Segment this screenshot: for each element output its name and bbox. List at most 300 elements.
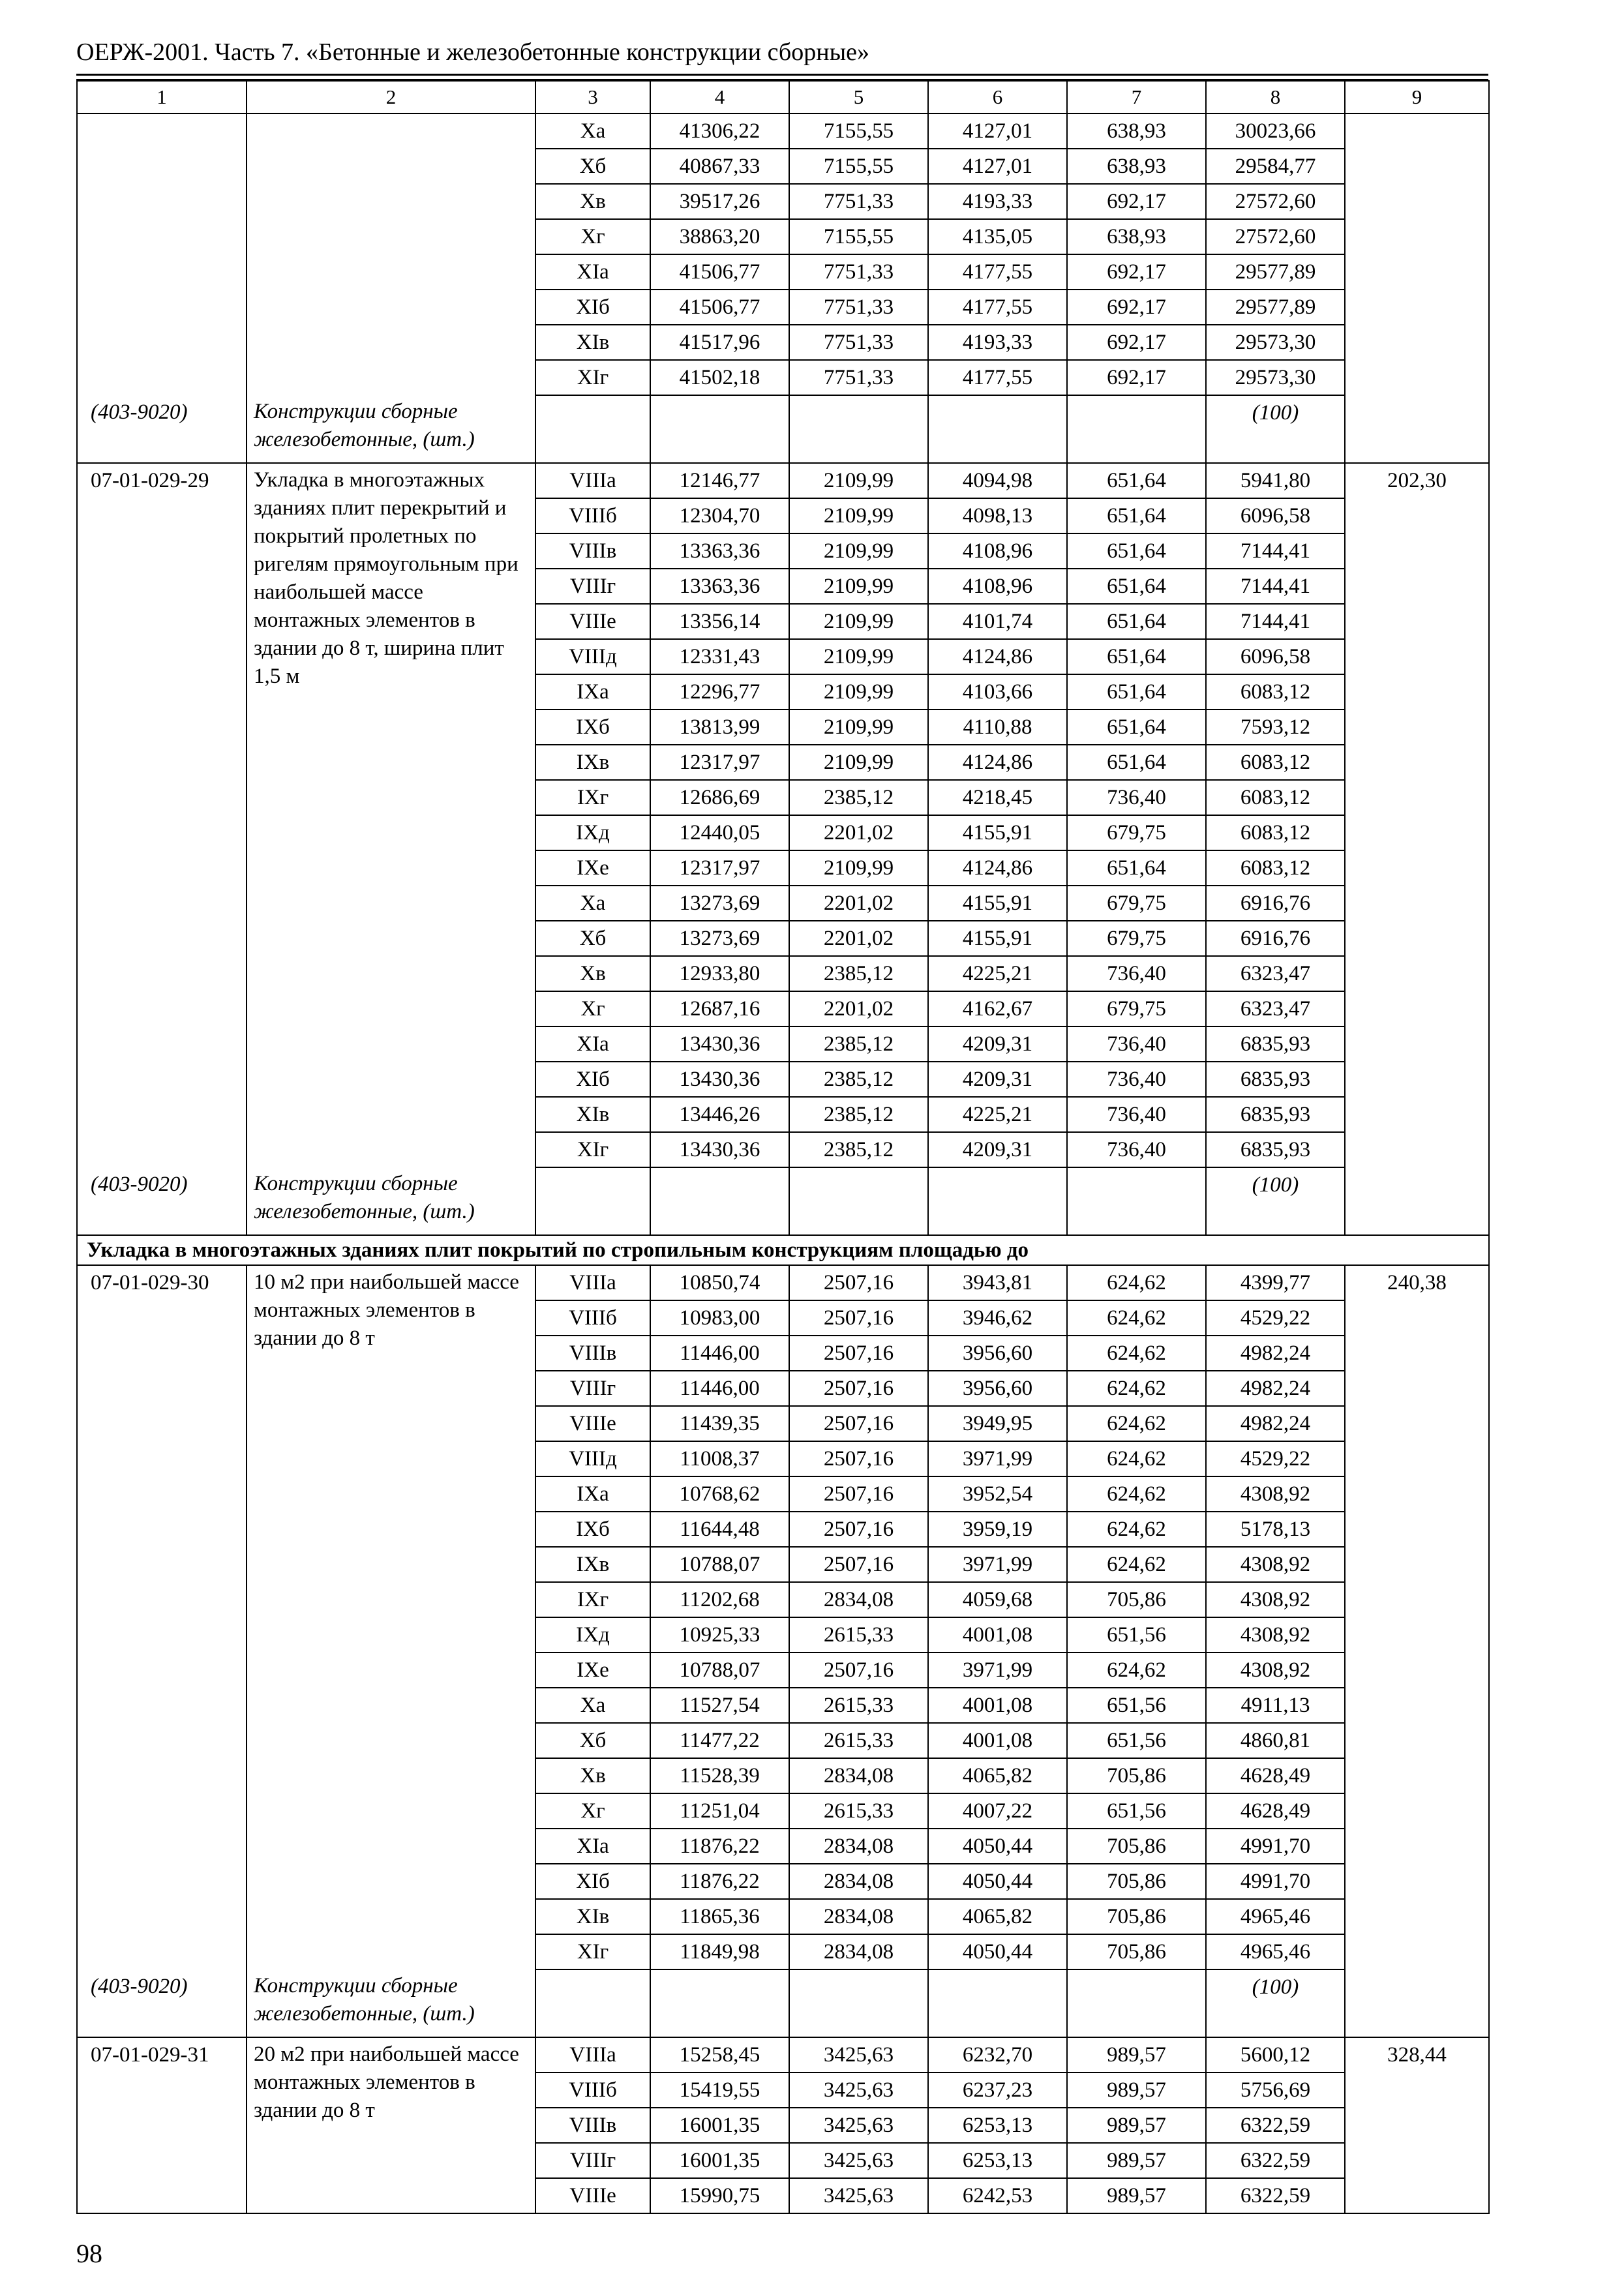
machine-cost: 4108,96 <box>928 533 1067 569</box>
driver-wages: 651,56 <box>1067 1617 1206 1653</box>
driver-wages: 736,40 <box>1067 780 1206 815</box>
work-description <box>247 780 535 815</box>
column-header-6: 6 <box>928 81 1067 113</box>
total-cost: 11865,36 <box>650 1899 789 1934</box>
rate-code <box>77 745 247 780</box>
work-description <box>247 956 535 991</box>
zone: VIIIa <box>535 463 650 498</box>
driver-wages: 705,86 <box>1067 1829 1206 1864</box>
total-cost: 13446,26 <box>650 1097 789 1132</box>
zone: VIIIб <box>535 2072 650 2108</box>
driver-wages: 624,62 <box>1067 1476 1206 1512</box>
labor <box>1345 1653 1489 1688</box>
materials: 7144,41 <box>1206 533 1345 569</box>
zone: VIIIв <box>535 533 650 569</box>
zone: VIIIб <box>535 1300 650 1336</box>
work-description <box>247 1864 535 1899</box>
wages: 7751,33 <box>789 325 928 360</box>
work-description <box>247 2178 535 2213</box>
machine-cost: 3946,62 <box>928 1300 1067 1336</box>
total-cost: 15419,55 <box>650 2072 789 2108</box>
materials: 6835,93 <box>1206 1026 1345 1062</box>
resource-name: Конструкции сборные железобетонные, (шт.) <box>254 1974 475 2026</box>
wages: 3425,63 <box>789 2143 928 2178</box>
wages: 2507,16 <box>789 1265 928 1300</box>
labor <box>1345 850 1489 886</box>
rate-code <box>77 1688 247 1723</box>
wages: 2385,12 <box>789 1097 928 1132</box>
work-description <box>247 886 535 921</box>
zone: VIIIб <box>535 498 650 533</box>
empty-cell <box>1067 1167 1206 1235</box>
table-row <box>77 184 1489 219</box>
zone: IXб <box>535 710 650 745</box>
driver-wages: 651,64 <box>1067 569 1206 604</box>
materials: 4982,24 <box>1206 1371 1345 1406</box>
labor <box>1345 533 1489 569</box>
driver-wages: 692,17 <box>1067 184 1206 219</box>
materials: 6083,12 <box>1206 780 1345 815</box>
rate-code <box>77 1864 247 1899</box>
labor <box>1345 2143 1489 2178</box>
total-cost: 13363,36 <box>650 569 789 604</box>
driver-wages: 705,86 <box>1067 1582 1206 1617</box>
empty-cell <box>928 1167 1067 1235</box>
wages: 2507,16 <box>789 1512 928 1547</box>
table-row <box>77 2178 1489 2213</box>
table-row <box>77 780 1489 815</box>
labor <box>1345 1406 1489 1441</box>
driver-wages: 692,17 <box>1067 360 1206 395</box>
table-row <box>77 219 1489 254</box>
driver-wages: 624,62 <box>1067 1512 1206 1547</box>
total-cost: 13430,36 <box>650 1026 789 1062</box>
work-description <box>247 325 535 360</box>
table-row <box>77 1653 1489 1688</box>
zone: XIб <box>535 1062 650 1097</box>
wages: 2507,16 <box>789 1441 928 1476</box>
table-row <box>77 1132 1489 1167</box>
driver-wages: 679,75 <box>1067 921 1206 956</box>
labor <box>1345 1758 1489 1793</box>
labor <box>1345 498 1489 533</box>
machine-cost: 3949,95 <box>928 1406 1067 1441</box>
work-description <box>247 1723 535 1758</box>
machine-cost: 4155,91 <box>928 815 1067 850</box>
total-cost: 12933,80 <box>650 956 789 991</box>
machine-cost: 3943,81 <box>928 1265 1067 1300</box>
driver-wages: 705,86 <box>1067 1758 1206 1793</box>
work-description <box>247 1582 535 1617</box>
total-cost: 13363,36 <box>650 533 789 569</box>
labor <box>1345 1026 1489 1062</box>
column-header-1: 1 <box>77 81 247 113</box>
wages: 2834,08 <box>789 1899 928 1934</box>
work-description <box>247 921 535 956</box>
driver-wages: 638,93 <box>1067 219 1206 254</box>
table-row <box>77 815 1489 850</box>
machine-cost: 4162,67 <box>928 991 1067 1026</box>
empty-cell <box>650 1167 789 1235</box>
zone: IXд <box>535 815 650 850</box>
table-row <box>77 1547 1489 1582</box>
labor <box>1345 1864 1489 1899</box>
total-cost: 41506,77 <box>650 254 789 290</box>
total-cost: 41506,77 <box>650 290 789 325</box>
driver-wages: 651,64 <box>1067 463 1206 498</box>
zone: IXб <box>535 1512 650 1547</box>
labor <box>1345 710 1489 745</box>
total-cost: 11528,39 <box>650 1758 789 1793</box>
labor <box>1345 1688 1489 1723</box>
materials: 6083,12 <box>1206 850 1345 886</box>
machine-cost: 3959,19 <box>928 1512 1067 1547</box>
zone: Xa <box>535 1688 650 1723</box>
machine-cost: 4065,82 <box>928 1758 1067 1793</box>
total-cost: 11644,48 <box>650 1512 789 1547</box>
column-header-8: 8 <box>1206 81 1345 113</box>
machine-cost: 6253,13 <box>928 2143 1067 2178</box>
driver-wages: 624,62 <box>1067 1653 1206 1688</box>
driver-wages: 624,62 <box>1067 1265 1206 1300</box>
rate-code <box>77 219 247 254</box>
total-cost: 16001,35 <box>650 2143 789 2178</box>
rate-code <box>77 1899 247 1934</box>
total-cost: 13430,36 <box>650 1062 789 1097</box>
machine-cost: 4124,86 <box>928 850 1067 886</box>
total-cost: 40867,33 <box>650 149 789 184</box>
empty-cell <box>535 1167 650 1235</box>
wages: 2615,33 <box>789 1793 928 1829</box>
empty-cell <box>789 1167 928 1235</box>
driver-wages: 736,40 <box>1067 1097 1206 1132</box>
table-row <box>77 1441 1489 1476</box>
materials: 7144,41 <box>1206 569 1345 604</box>
materials: 6083,12 <box>1206 745 1345 780</box>
table-row <box>77 886 1489 921</box>
rate-code <box>77 639 247 674</box>
wages: 2385,12 <box>789 1026 928 1062</box>
machine-cost: 4135,05 <box>928 219 1067 254</box>
zone: IXг <box>535 1582 650 1617</box>
machine-cost: 6242,53 <box>928 2178 1067 2213</box>
wages: 2201,02 <box>789 991 928 1026</box>
work-description <box>247 1899 535 1934</box>
labor <box>1345 604 1489 639</box>
work-description <box>247 1688 535 1723</box>
price-table <box>76 80 1490 2214</box>
driver-wages: 989,57 <box>1067 2178 1206 2213</box>
labor <box>1345 254 1489 290</box>
driver-wages: 705,86 <box>1067 1864 1206 1899</box>
materials: 4991,70 <box>1206 1864 1345 1899</box>
table-row <box>77 956 1489 991</box>
labor <box>1345 1371 1489 1406</box>
empty-cell <box>789 395 928 463</box>
machine-cost: 4218,45 <box>928 780 1067 815</box>
driver-wages: 736,40 <box>1067 1026 1206 1062</box>
rate-code <box>77 1934 247 1969</box>
zone: Xa <box>535 113 650 149</box>
materials: 29573,30 <box>1206 325 1345 360</box>
work-description <box>247 1026 535 1062</box>
total-cost: 12440,05 <box>650 815 789 850</box>
total-cost: 12686,69 <box>650 780 789 815</box>
machine-cost: 4209,31 <box>928 1132 1067 1167</box>
machine-cost: 3971,99 <box>928 1653 1067 1688</box>
table-row <box>77 1934 1489 1969</box>
machine-cost: 4059,68 <box>928 1582 1067 1617</box>
wages: 7751,33 <box>789 254 928 290</box>
work-description <box>247 1512 535 1547</box>
table-row <box>77 254 1489 290</box>
zone: IXa <box>535 1476 650 1512</box>
rate-code <box>77 1723 247 1758</box>
driver-wages: 638,93 <box>1067 113 1206 149</box>
wages: 3425,63 <box>789 2108 928 2143</box>
labor <box>1345 2108 1489 2143</box>
work-description <box>247 1829 535 1864</box>
materials: 29573,30 <box>1206 360 1345 395</box>
total-cost: 11527,54 <box>650 1688 789 1723</box>
table-row <box>77 1265 1489 1300</box>
wages: 2109,99 <box>789 850 928 886</box>
rate-code <box>77 1336 247 1371</box>
zone: VIIIг <box>535 1371 650 1406</box>
empty-cell <box>928 1969 1067 2037</box>
work-description <box>247 1476 535 1512</box>
labor <box>1345 1441 1489 1476</box>
materials: 5600,12 <box>1206 2037 1345 2072</box>
work-description <box>247 850 535 886</box>
work-description-text: Укладка в многоэтажных зданиях плит перекрытий и покрытий пролетных по ригелям прямоугольным при наибольшей массе монтажных элементов в здании до 8 т, ширина плит 1,5 м <box>254 468 519 688</box>
table-row <box>77 710 1489 745</box>
materials: 6835,93 <box>1206 1062 1345 1097</box>
wages: 2201,02 <box>789 921 928 956</box>
wages: 2834,08 <box>789 1934 928 1969</box>
materials: 6916,76 <box>1206 886 1345 921</box>
wages: 7751,33 <box>789 184 928 219</box>
rate-code <box>77 1512 247 1547</box>
wages: 2615,33 <box>789 1723 928 1758</box>
rate-code <box>77 886 247 921</box>
work-description <box>247 745 535 780</box>
total-cost: 11008,37 <box>650 1441 789 1476</box>
zone: Xб <box>535 1723 650 1758</box>
materials: 6083,12 <box>1206 815 1345 850</box>
materials: 4529,22 <box>1206 1441 1345 1476</box>
total-cost: 11876,22 <box>650 1829 789 1864</box>
rate-code <box>77 498 247 533</box>
total-cost: 12304,70 <box>650 498 789 533</box>
table-row <box>77 463 1489 498</box>
labor <box>1345 569 1489 604</box>
wages: 2385,12 <box>789 780 928 815</box>
table-row <box>77 745 1489 780</box>
materials: 4991,70 <box>1206 1829 1345 1864</box>
wages: 2385,12 <box>789 1062 928 1097</box>
total-cost: 15258,45 <box>650 2037 789 2072</box>
rate-code <box>77 149 247 184</box>
wages: 3425,63 <box>789 2178 928 2213</box>
rate-code <box>77 1617 247 1653</box>
resource-qty: (100) <box>1206 1167 1345 1235</box>
rate-code <box>77 710 247 745</box>
zone: Xг <box>535 991 650 1026</box>
empty-cell <box>1067 395 1206 463</box>
wages: 2507,16 <box>789 1300 928 1336</box>
resource-row <box>77 395 1489 463</box>
materials: 4399,77 <box>1206 1265 1345 1300</box>
zone: Xг <box>535 1793 650 1829</box>
wages: 2507,16 <box>789 1336 928 1371</box>
total-cost: 11446,00 <box>650 1336 789 1371</box>
resource-name-cell <box>247 1167 535 1235</box>
rate-code <box>77 1441 247 1476</box>
work-description <box>247 2143 535 2178</box>
table-row <box>77 1371 1489 1406</box>
materials: 5941,80 <box>1206 463 1345 498</box>
table-row <box>77 1582 1489 1617</box>
driver-wages: 679,75 <box>1067 886 1206 921</box>
driver-wages: 651,56 <box>1067 1688 1206 1723</box>
resource-name-cell <box>247 395 535 463</box>
wages: 3425,63 <box>789 2072 928 2108</box>
materials: 4628,49 <box>1206 1758 1345 1793</box>
driver-wages: 651,64 <box>1067 674 1206 710</box>
total-cost: 10768,62 <box>650 1476 789 1512</box>
materials: 7593,12 <box>1206 710 1345 745</box>
materials: 6096,58 <box>1206 498 1345 533</box>
wages: 2109,99 <box>789 569 928 604</box>
wages: 2507,16 <box>789 1406 928 1441</box>
resource-name-cell <box>247 1969 535 2037</box>
driver-wages: 651,64 <box>1067 604 1206 639</box>
machine-cost: 4050,44 <box>928 1864 1067 1899</box>
column-header-5: 5 <box>789 81 928 113</box>
zone: Xг <box>535 219 650 254</box>
total-cost: 11849,98 <box>650 1934 789 1969</box>
zone: Xб <box>535 149 650 184</box>
labor <box>1345 360 1489 395</box>
wages: 2615,33 <box>789 1617 928 1653</box>
page-header: ОЕРЖ-2001. Часть 7. «Бетонные и железобетонные конструкции сборные» <box>76 38 869 66</box>
materials: 6323,47 <box>1206 956 1345 991</box>
rate-code <box>77 290 247 325</box>
table-row <box>77 1512 1489 1547</box>
total-cost: 16001,35 <box>650 2108 789 2143</box>
labor <box>1345 1793 1489 1829</box>
driver-wages: 705,86 <box>1067 1934 1206 1969</box>
total-cost: 12317,97 <box>650 745 789 780</box>
total-cost: 13430,36 <box>650 1132 789 1167</box>
total-cost: 10850,74 <box>650 1265 789 1300</box>
machine-cost: 6232,70 <box>928 2037 1067 2072</box>
empty-cell <box>1345 1969 1489 2037</box>
rate-code <box>77 2178 247 2213</box>
materials: 4308,92 <box>1206 1547 1345 1582</box>
materials: 27572,60 <box>1206 184 1345 219</box>
materials: 4965,46 <box>1206 1934 1345 1969</box>
total-cost: 11876,22 <box>650 1864 789 1899</box>
materials: 4965,46 <box>1206 1899 1345 1934</box>
driver-wages: 651,64 <box>1067 710 1206 745</box>
total-cost: 10925,33 <box>650 1617 789 1653</box>
labor <box>1345 1512 1489 1547</box>
materials: 4982,24 <box>1206 1406 1345 1441</box>
zone: XIв <box>535 1899 650 1934</box>
labor <box>1345 956 1489 991</box>
wages: 2109,99 <box>789 533 928 569</box>
materials: 5178,13 <box>1206 1512 1345 1547</box>
machine-cost: 4155,91 <box>928 886 1067 921</box>
work-description <box>247 360 535 395</box>
total-cost: 13356,14 <box>650 604 789 639</box>
rate-code <box>77 2108 247 2143</box>
wages: 7751,33 <box>789 290 928 325</box>
rate-code <box>77 815 247 850</box>
total-cost: 12296,77 <box>650 674 789 710</box>
resource-row <box>77 1969 1489 2037</box>
rate-code <box>77 1582 247 1617</box>
driver-wages: 651,56 <box>1067 1723 1206 1758</box>
empty-cell <box>650 1969 789 2037</box>
labor <box>1345 921 1489 956</box>
rate-code <box>77 674 247 710</box>
labor <box>1345 815 1489 850</box>
rate-code <box>77 604 247 639</box>
rate-code <box>77 921 247 956</box>
machine-cost: 3956,60 <box>928 1371 1067 1406</box>
empty-cell <box>1345 1167 1489 1235</box>
zone: Xв <box>535 956 650 991</box>
driver-wages: 989,57 <box>1067 2072 1206 2108</box>
labor <box>1345 1300 1489 1336</box>
resource-code: (403-9020) <box>91 400 188 424</box>
wages: 2615,33 <box>789 1688 928 1723</box>
rate-code <box>77 1829 247 1864</box>
rate-code <box>77 780 247 815</box>
zone: Xв <box>535 1758 650 1793</box>
machine-cost: 4001,08 <box>928 1688 1067 1723</box>
rate-code <box>77 325 247 360</box>
empty-cell <box>1345 395 1489 463</box>
work-description <box>247 815 535 850</box>
zone: VIIIa <box>535 2037 650 2072</box>
driver-wages: 679,75 <box>1067 991 1206 1026</box>
zone: XIг <box>535 1934 650 1969</box>
zone: XIг <box>535 360 650 395</box>
materials: 29577,89 <box>1206 254 1345 290</box>
driver-wages: 638,93 <box>1067 149 1206 184</box>
driver-wages: 624,62 <box>1067 1406 1206 1441</box>
section-row <box>77 1235 1489 1265</box>
wages: 2109,99 <box>789 639 928 674</box>
total-cost: 13813,99 <box>650 710 789 745</box>
labor <box>1345 1723 1489 1758</box>
rate-code <box>77 184 247 219</box>
zone: XIв <box>535 325 650 360</box>
wages: 7155,55 <box>789 113 928 149</box>
rate-code: 07-01-029-31 <box>77 2037 247 2072</box>
total-cost: 11251,04 <box>650 1793 789 1829</box>
labor <box>1345 1062 1489 1097</box>
zone: VIIIв <box>535 2108 650 2143</box>
labor <box>1345 639 1489 674</box>
labor <box>1345 290 1489 325</box>
empty-cell <box>789 1969 928 2037</box>
zone: VIIIд <box>535 1441 650 1476</box>
